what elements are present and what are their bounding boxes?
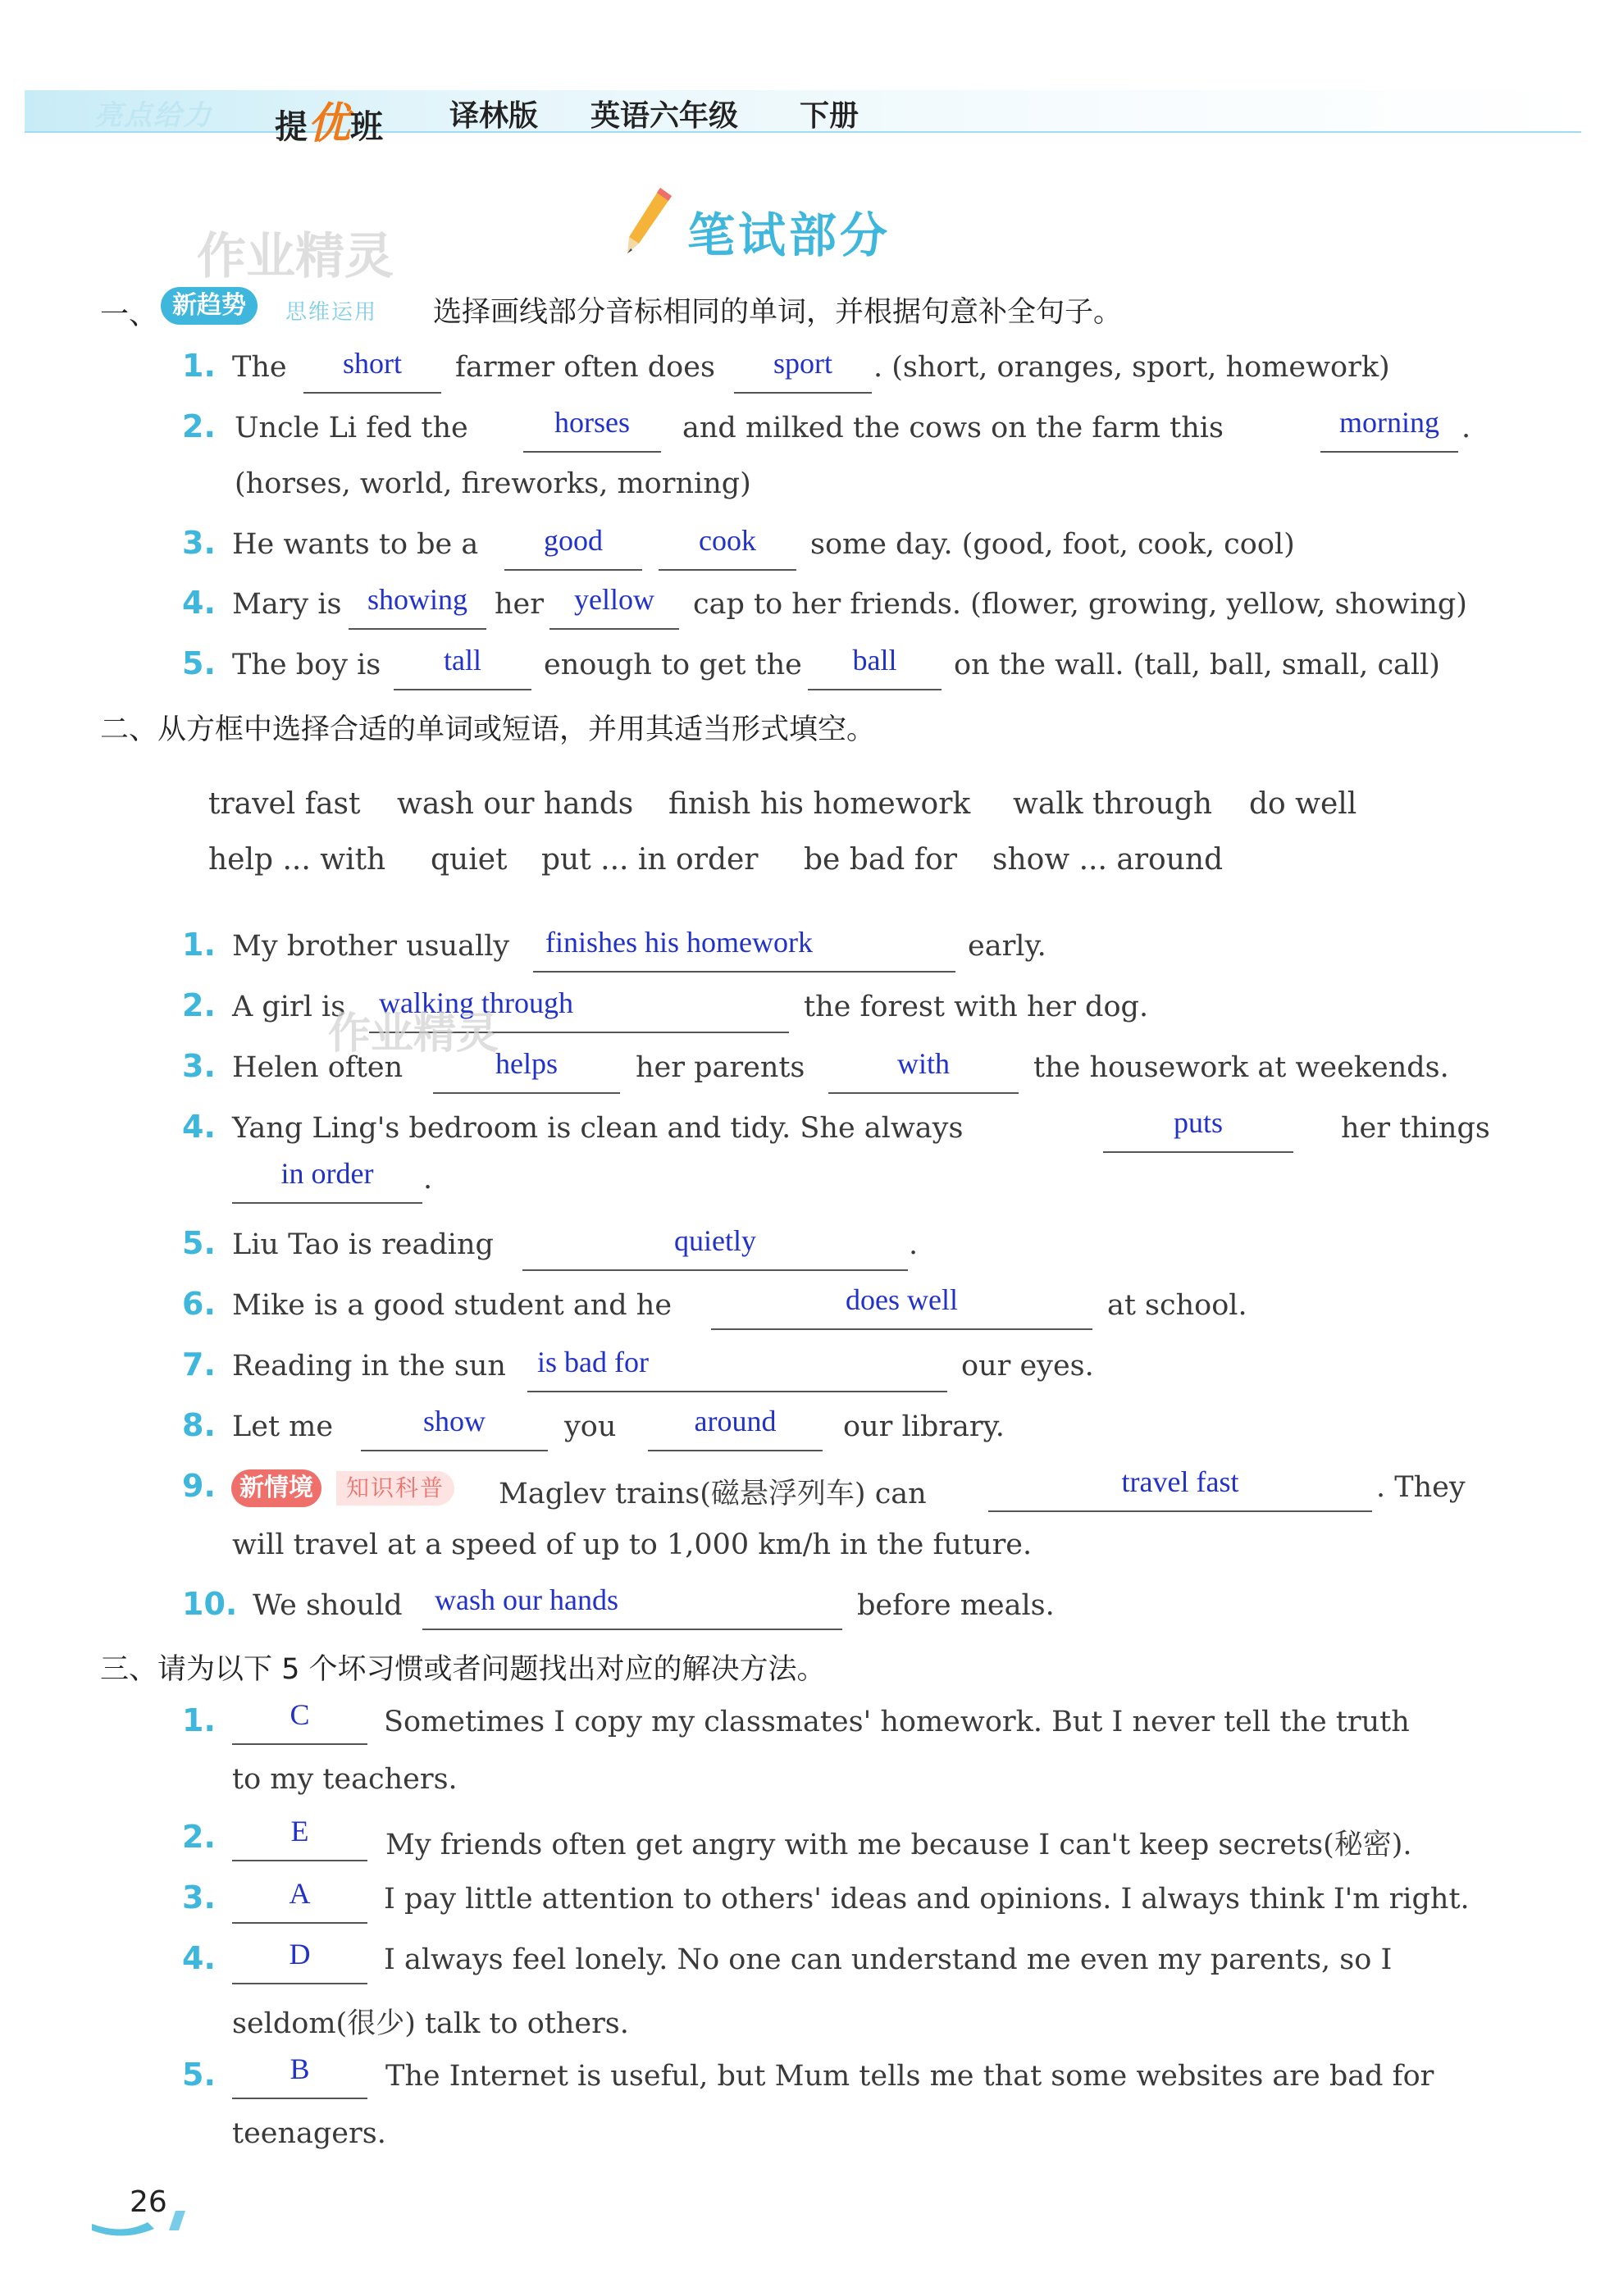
s1-q2-options: (horses, world, fireworks, morning): [235, 467, 751, 500]
s2-q9-answer-1: travel fast: [1121, 1465, 1239, 1498]
s2-q8-text-1: Let me: [232, 1410, 334, 1443]
s2-q2-text-2: the forest with her dog.: [804, 991, 1149, 1023]
watermark: 作业精灵: [197, 228, 394, 285]
s1-q1-text-2: farmer often does: [455, 351, 715, 384]
s1-q1-answer-1: short: [343, 347, 402, 380]
s1-q5-number: 5.: [182, 645, 216, 681]
trend-badge: 新趋势: [161, 287, 258, 325]
s2-q3-text-1: Helen often: [232, 1051, 404, 1084]
s2-q1-text-1: My brother usually: [232, 930, 510, 963]
watermark: 作业精灵: [328, 1009, 499, 1059]
word-box-item: travel fast: [208, 787, 361, 821]
trend-badge-subtitle: 思维运用: [285, 300, 378, 325]
s2-q10-text-2: before meals.: [857, 1589, 1055, 1622]
s3-q5-text-2: teenagers.: [232, 2117, 386, 2150]
pencil-icon: [621, 184, 678, 258]
s2-q3-answer-1: helps: [495, 1047, 558, 1080]
s1-q1-answer-2: sport: [773, 347, 832, 380]
s2-q5-answer-1: quietly: [674, 1224, 756, 1257]
s2-q1-number: 1.: [182, 927, 216, 963]
word-box-item: wash our hands: [397, 787, 634, 821]
s3-q3-answer: A: [289, 1877, 311, 1910]
s2-q4-text-3: .: [423, 1163, 433, 1196]
s2-q6-text-2: at school.: [1107, 1289, 1247, 1322]
word-box-item: put ... in order: [541, 843, 759, 877]
section-2-heading: 二、从方框中选择合适的单词或短语，并用其适当形式填空。: [100, 713, 876, 746]
brand-post: 班: [350, 108, 384, 146]
page-number: 26: [130, 2185, 167, 2219]
s2-q7-text-2: our eyes.: [961, 1350, 1094, 1383]
s2-q2-number: 2.: [182, 987, 216, 1023]
s3-q4-answer: D: [289, 1938, 311, 1970]
s2-q7-text-1: Reading in the sun: [232, 1350, 506, 1383]
s1-q2-answer-2: morning: [1339, 406, 1439, 439]
s1-q5-options: on the wall. (tall, ball, small, call): [954, 649, 1440, 681]
s2-q2-text-1: A girl is: [232, 991, 346, 1023]
s2-q6-answer-1: does well: [846, 1283, 958, 1316]
s1-q4-options: cap to her friends. (flower, growing, yellow, showing): [693, 588, 1467, 621]
s1-q1-options: . (short, oranges, sport, homework): [873, 351, 1390, 384]
s2-q4-text-1: Yang Ling's bedroom is clean and tidy. She always: [232, 1112, 964, 1145]
s1-q3-answer-1: good: [544, 524, 603, 557]
s2-q9-text-3: will travel at a speed of up to 1,000 km/h in the future.: [232, 1528, 1033, 1561]
header-volume: 下册: [800, 99, 859, 133]
header-subject: 英语六年级: [590, 99, 739, 133]
s2-q9-text-2: . They: [1376, 1471, 1466, 1504]
s2-q5-text-1: Liu Tao is reading: [232, 1228, 494, 1261]
s2-q1-text-2: early.: [968, 930, 1046, 963]
s1-q3-number: 3.: [182, 525, 216, 561]
s1-q4-number: 4.: [182, 585, 216, 621]
word-box-item: show ... around: [992, 843, 1224, 877]
s3-q2-answer: E: [290, 1815, 309, 1847]
s2-q10-text-1: We should: [253, 1589, 403, 1622]
s3-q2-number: 2.: [182, 1819, 216, 1855]
s2-q5-number: 5.: [182, 1225, 216, 1261]
s1-q4-text-1: Mary is: [232, 588, 342, 621]
s2-q7-answer-1: is bad for: [537, 1346, 649, 1378]
s3-q1-answer: C: [290, 1698, 310, 1731]
s2-q10-number: 10.: [182, 1586, 238, 1622]
word-box-item: help ... with: [208, 843, 386, 877]
section-title: 笔试部分: [687, 207, 891, 263]
s2-q4-text-2: her things: [1341, 1112, 1490, 1145]
s2-q3-number: 3.: [182, 1048, 216, 1084]
s3-q3-number: 3.: [182, 1879, 216, 1916]
s2-q1-answer-1: finishes his homework: [545, 926, 813, 959]
s2-q9-number: 9.: [182, 1468, 216, 1504]
s1-q2-text-3: .: [1461, 412, 1471, 444]
s1-q1-text-1: The: [232, 351, 287, 384]
s2-q8-answer-2: around: [694, 1405, 777, 1437]
s2-q2-answer-1: walking through: [379, 986, 573, 1019]
s3-q1-number: 1.: [182, 1702, 216, 1738]
s3-q5-text-1: The Internet is useful, but Mum tells me that some websites are bad for: [385, 2060, 1434, 2093]
s2-q3-text-3: the housework at weekends.: [1033, 1051, 1449, 1084]
s1-q5-text-1: The boy is: [232, 649, 381, 681]
s1-q4-text-2: her: [495, 588, 544, 621]
s2-q8-text-3: our library.: [843, 1410, 1005, 1443]
s3-q4-text-1: I always feel lonely. No one can understand me even my parents, so I: [384, 1943, 1393, 1976]
s2-q8-answer-1: show: [422, 1405, 486, 1437]
s1-q1-number: 1.: [182, 348, 216, 384]
s2-q3-answer-2: with: [896, 1047, 950, 1080]
s2-q4-answer-2: in order: [280, 1157, 374, 1190]
s1-q2-text-2: and milked the cows on the farm this: [682, 412, 1224, 444]
s2-q8-text-2: you: [564, 1410, 617, 1443]
s2-q10-answer-1: wash our hands: [435, 1583, 618, 1616]
s2-q4-answer-1: puts: [1173, 1106, 1223, 1139]
section-1-number: 一、: [100, 298, 158, 331]
s1-q5-answer-1: tall: [444, 644, 481, 676]
s1-q2-number: 2.: [182, 408, 216, 444]
word-box-item: be bad for: [804, 843, 957, 877]
s2-q8-number: 8.: [182, 1407, 216, 1443]
word-box-item: quiet: [431, 843, 508, 877]
section-3-heading: 三、请为以下 5 个坏习惯或者问题找出对应的解决方法。: [100, 1653, 826, 1686]
s3-q3-text-1: I pay little attention to others' ideas and opinions. I always think I'm right.: [384, 1883, 1470, 1916]
new-context-badge: 新情境: [231, 1469, 321, 1507]
brand-accent: 优: [308, 99, 351, 148]
s2-q6-text-1: Mike is a good student and he: [232, 1289, 673, 1322]
s1-q3-text-1: He wants to be a: [232, 528, 479, 561]
brand-slogan: 亮点给力: [94, 99, 212, 132]
header-edition: 译林版: [449, 99, 539, 133]
s3-q5-answer: B: [290, 2052, 310, 2085]
s3-q1-text-2: to my teachers.: [232, 1763, 458, 1796]
brand-logo: [275, 89, 383, 150]
s1-q3-options: some day. (good, foot, cook, cool): [810, 528, 1295, 561]
s1-q5-answer-2: ball: [852, 644, 897, 676]
word-box-item: walk through: [1013, 787, 1212, 821]
s2-q3-text-2: her parents: [636, 1051, 805, 1084]
s1-q2-text-1: Uncle Li fed the: [235, 412, 468, 444]
s2-q9-text-1: Maglev trains(磁悬浮列车) can: [499, 1478, 927, 1510]
s1-q4-answer-1: showing: [367, 583, 467, 616]
s3-q5-number: 5.: [182, 2057, 216, 2093]
s1-q2-answer-1: horses: [554, 406, 630, 439]
s3-q4-text-2: seldom(很少) talk to others.: [232, 2007, 629, 2040]
section-1-instruction: 选择画线部分音标相同的单词，并根据句意补全句子。: [433, 296, 1123, 329]
s2-q7-number: 7.: [182, 1346, 216, 1383]
s3-q1-text-1: Sometimes I copy my classmates' homework. But I never tell the truth: [384, 1706, 1410, 1738]
s3-q4-number: 4.: [182, 1940, 216, 1976]
s2-q4-number: 4.: [182, 1109, 216, 1145]
s2-q5-text-2: .: [909, 1228, 919, 1261]
s2-q6-number: 6.: [182, 1286, 216, 1322]
brand-pre: 提: [275, 108, 308, 146]
word-box-item: do well: [1249, 787, 1357, 821]
word-box-item: finish his homework: [668, 787, 971, 821]
s3-q2-text-1: My friends often get angry with me because I can't keep secrets(秘密).: [385, 1829, 1412, 1861]
s1-q5-text-2: enough to get the: [544, 649, 802, 681]
s1-q4-answer-2: yellow: [574, 583, 654, 616]
s1-q3-answer-2: cook: [699, 524, 756, 557]
new-context-badge-subtitle: 知识科普: [336, 1471, 454, 1506]
